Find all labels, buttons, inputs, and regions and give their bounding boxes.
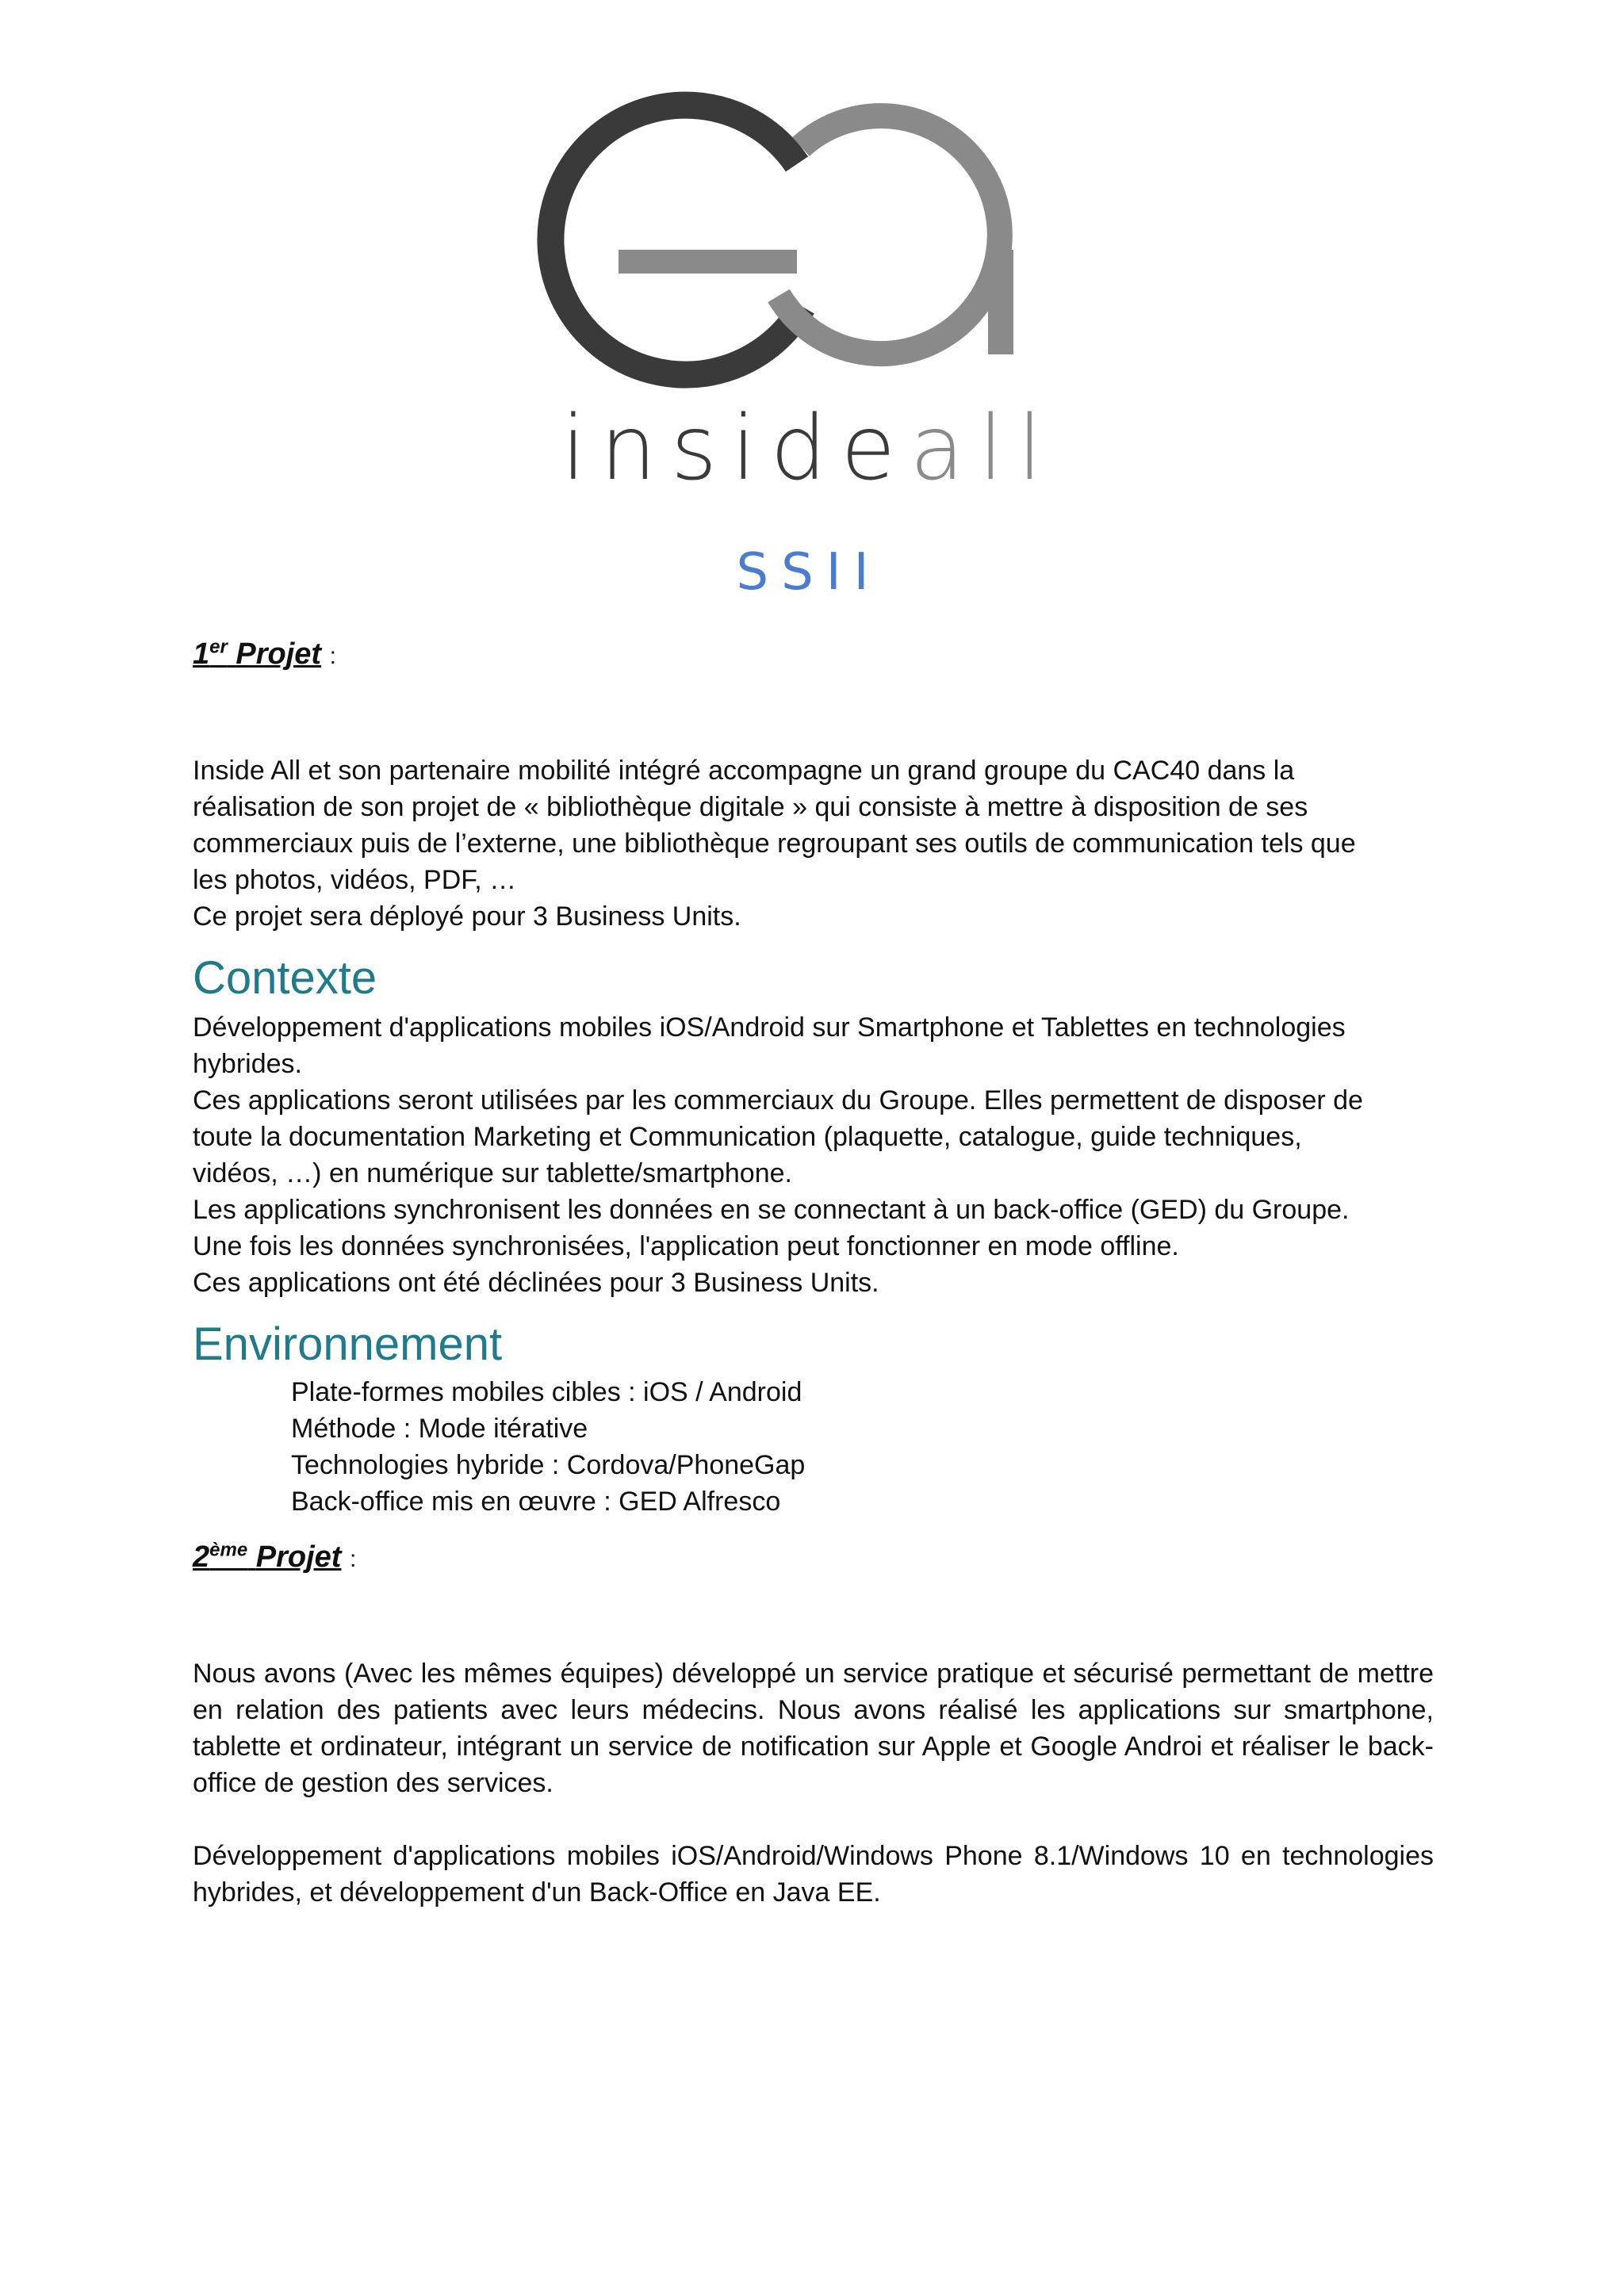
- contexte-line: vidéos, …) en numérique sur tablette/smartphone.: [193, 1158, 792, 1188]
- project2-heading: [193, 1537, 1434, 1579]
- logo-tagline: SSII: [736, 543, 882, 602]
- contexte-body: [193, 1009, 1434, 1301]
- document-body: [193, 634, 1434, 1911]
- intro-line: les photos, vidéos, PDF, …: [193, 865, 517, 895]
- environnement-list: [193, 1374, 1434, 1520]
- contexte-line: hybrides.: [193, 1049, 302, 1079]
- contexte-heading: Contexte: [193, 952, 377, 1004]
- project2-sup: ème: [209, 1539, 248, 1561]
- project1-sup: er: [209, 636, 228, 658]
- project2-colon: :: [350, 1546, 357, 1572]
- environnement-item: Back-office mis en œuvre : GED Alfresco: [291, 1487, 781, 1517]
- contexte-line: toute la documentation Marketing et Communication (plaquette, catalogue, guide techniques,: [193, 1122, 1302, 1152]
- logo-word-inside: inside: [561, 397, 910, 500]
- intro-line: réalisation de son projet de « bibliothèque digitale » qui consiste à mettre à disposition de ses: [193, 792, 1308, 822]
- contexte-line: Ces applications ont été déclinées pour 3 Business Units.: [193, 1268, 879, 1298]
- project2-label: Projet: [255, 1540, 342, 1574]
- project2-number: 2: [193, 1540, 210, 1574]
- logo-word-all: all: [910, 397, 1057, 500]
- environnement-item: Méthode : Mode itérative: [291, 1414, 588, 1444]
- environnement-item: Technologies hybride : Cordova/PhoneGap: [291, 1450, 806, 1480]
- project2-paragraph-2: Développement d'applications mobiles iOS/Android/Windows Phone 8.1/Windows 10 en technologies hybrides, et développement d'un Back-Office en Java EE.: [193, 1841, 1434, 1908]
- intro-line: Inside All et son partenaire mobilité intégré accompagne un grand groupe du CAC40 dans la: [193, 756, 1295, 786]
- intro-line: commerciaux puis de l’externe, une bibliothèque regroupant ses outils de communication tels que: [193, 828, 1356, 859]
- ea-monogram-icon: [515, 91, 1102, 392]
- project1-intro: [193, 752, 1434, 935]
- project1-number: 1: [193, 637, 210, 671]
- project1-colon: :: [329, 643, 336, 669]
- project1-label: Projet: [236, 637, 322, 671]
- environnement-item: Plate-formes mobiles cibles : iOS / Android: [291, 1377, 802, 1407]
- contexte-line: Les applications synchronisent les données en se connectant à un back-office (GED) du Groupe.: [193, 1195, 1350, 1225]
- contexte-line: Une fois les données synchronisées, l'application peut fonctionner en mode offline.: [193, 1231, 1179, 1261]
- intro-line: Ce projet sera déployé pour 3 Business Units.: [193, 901, 741, 932]
- logo-wordmark: [515, 397, 1102, 500]
- project2-paragraph-1: Nous avons (Avec les mêmes équipes) développé un service pratique et sécurisé permettant de mettre en relation des patients avec leurs médecins. Nous avons réalisé les applications sur smartphone, tablette et ordinateur, intégrant un service de notification sur Apple et Google Androi et réaliser le back-office de gestion des services.: [193, 1659, 1434, 1798]
- environnement-heading: Environnement: [193, 1318, 503, 1370]
- company-logo: [515, 91, 1102, 614]
- contexte-line: Développement d'applications mobiles iOS/Android sur Smartphone et Tablettes en technologies: [193, 1012, 1346, 1043]
- project1-heading: [193, 634, 1434, 676]
- contexte-line: Ces applications seront utilisées par les commerciaux du Groupe. Elles permettent de disposer de: [193, 1085, 1363, 1115]
